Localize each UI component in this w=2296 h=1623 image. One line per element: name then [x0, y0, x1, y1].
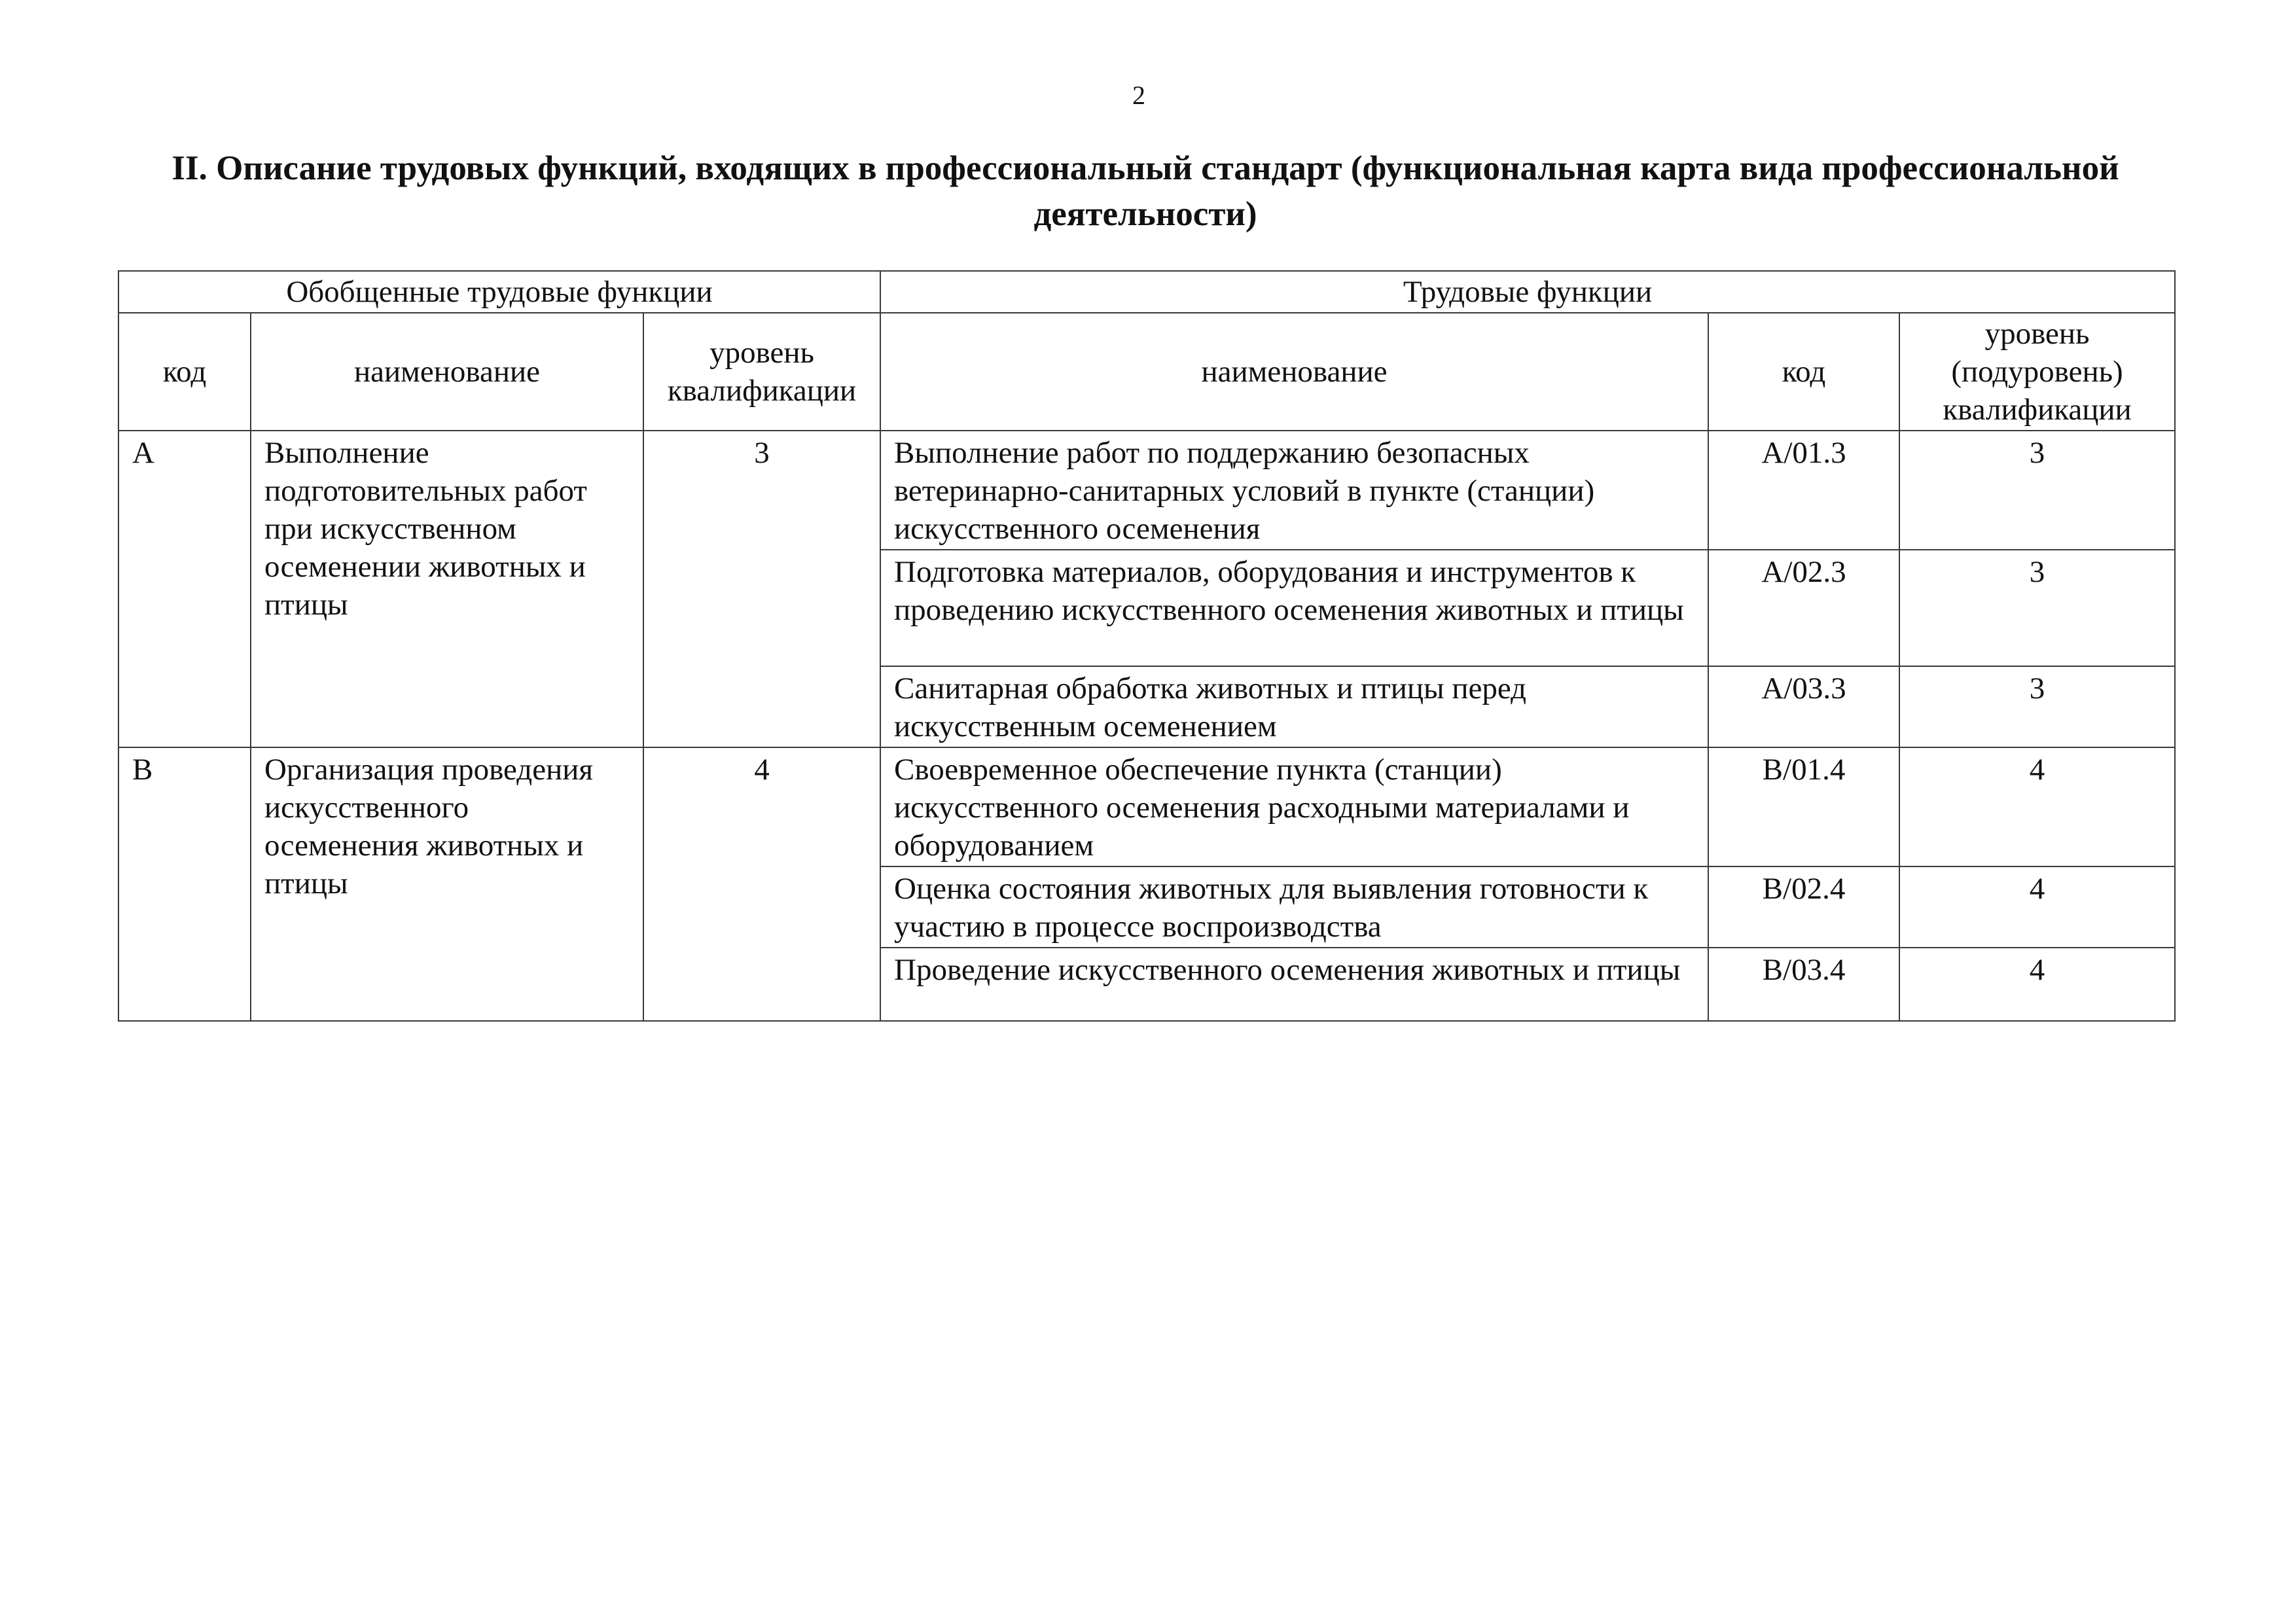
function-code: В/01.4 [1708, 747, 1899, 866]
function-name: Проведение искусственного осеменения животных и птицы [880, 948, 1708, 1021]
function-name: Выполнение работ по поддержанию безопасных ветеринарно-санитарных условий в пункте (станции) искусственного осеменения [880, 431, 1708, 550]
function-level: 4 [1899, 747, 2175, 866]
function-level: 3 [1899, 550, 2175, 666]
function-code: В/02.4 [1708, 866, 1899, 948]
table-row [118, 431, 2175, 550]
table-header-row [118, 271, 2175, 313]
group-name: Выполнение подготовительных работ при искусственном осеменении животных и птицы [251, 431, 643, 747]
col-header-code: код [118, 313, 251, 431]
table-row [118, 747, 2175, 866]
function-name: Подготовка материалов, оборудования и инструментов к проведению искусственного осеменения животных и птицы [880, 550, 1708, 666]
page-number: 2 [1132, 80, 1145, 110]
functional-map-table [118, 270, 2176, 1022]
function-name: Санитарная обработка животных и птицы перед искусственным осеменением [880, 666, 1708, 747]
group-code: В [118, 747, 251, 1021]
function-code: А/03.3 [1708, 666, 1899, 747]
function-level: 4 [1899, 866, 2175, 948]
function-name: Оценка состояния животных для выявления готовности к участию в процессе воспроизводства [880, 866, 1708, 948]
table-subheader-row [118, 313, 2175, 431]
function-name: Своевременное обеспечение пункта (станции) искусственного осеменения расходными материалами и оборудованием [880, 747, 1708, 866]
group-name: Организация проведения искусственного осеменения животных и птицы [251, 747, 643, 1021]
function-code: В/03.4 [1708, 948, 1899, 1021]
group-level: 3 [643, 431, 880, 747]
function-code: А/02.3 [1708, 550, 1899, 666]
col-header-function-name: наименование [880, 313, 1708, 431]
group-level: 4 [643, 747, 880, 1021]
col-header-function-level: уровень (подуровень) квалификации [1899, 313, 2175, 431]
col-header-function-code: код [1708, 313, 1899, 431]
section-title: II. Описание трудовых функций, входящих в профессиональный стандарт (функциональная карта вида профессиональной деятельности) [171, 149, 2119, 233]
col-header-name: наименование [251, 313, 643, 431]
function-code: А/01.3 [1708, 431, 1899, 550]
group-code: А [118, 431, 251, 747]
header-labor-functions: Трудовые функции [880, 271, 2175, 313]
function-level: 3 [1899, 431, 2175, 550]
header-generalized-functions: Обобщенные трудовые функции [118, 271, 880, 313]
function-level: 4 [1899, 948, 2175, 1021]
function-level: 3 [1899, 666, 2175, 747]
col-header-level: уровень квалификации [643, 313, 880, 431]
